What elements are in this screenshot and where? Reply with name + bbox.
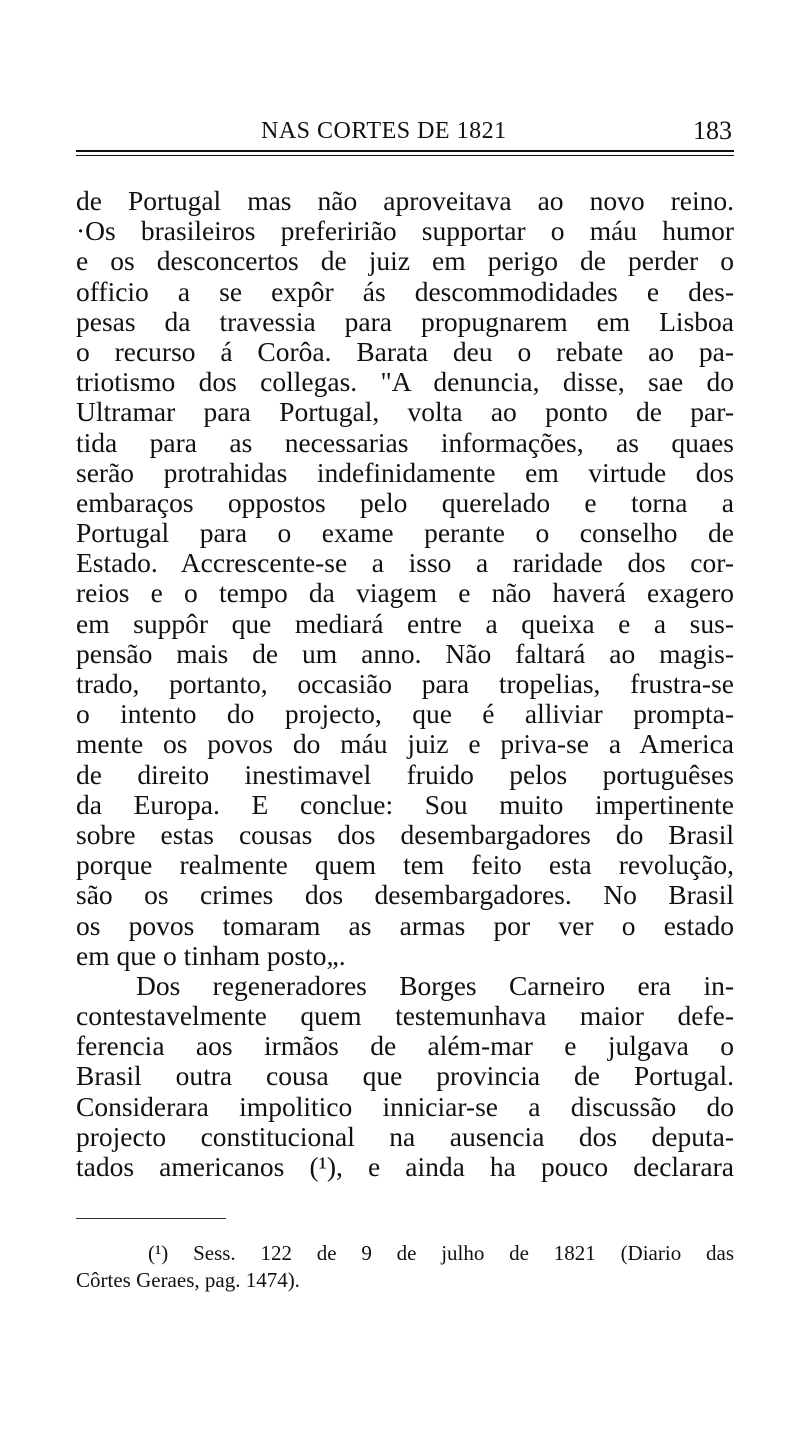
body-line: contestavelmente quem testemunhava maior defe- xyxy=(76,1000,734,1032)
body-line: o recurso á Corôa. Barata deu o rebate ao pa- xyxy=(76,335,734,367)
body-line: Brasil outra cousa que provincia de Portugal. xyxy=(76,1060,734,1092)
body-line: trado, portanto, occasião para tropelias, frustra-se xyxy=(76,668,734,699)
body-line: tados americanos (¹), e ainda ha pouco declarara xyxy=(76,1151,734,1182)
body-line: em suppôr que mediará entre a queixa e a sus- xyxy=(76,607,734,639)
body-line: serão protrahidas indefinidamente em virtude dos xyxy=(76,456,734,488)
body-line: tida para as necessarias informações, as quaes xyxy=(76,426,734,458)
body-line: e os desconcertos de juiz em perigo de perder o xyxy=(76,245,734,277)
running-title: NAS CORTES DE 1821 xyxy=(261,118,507,144)
footnote-line: (¹) Sess. 122 de 9 de julho de 1821 (Diario das xyxy=(148,1241,734,1265)
body-line: Considerara impolitico inniciar-se a discussão do xyxy=(76,1090,734,1122)
header-rule-thick xyxy=(76,150,734,152)
body-line: Estado. Accrescente-se a isso a raridade dos cor- xyxy=(76,547,734,579)
body-line: ferencia aos irmãos de além-mar e julgava o xyxy=(76,1030,734,1062)
body-line: sobre estas cousas dos desembargadores do Brasil xyxy=(76,818,734,850)
body-text xyxy=(76,186,734,1182)
body-line: em que o tinham posto„. xyxy=(76,939,346,971)
running-head xyxy=(76,112,734,146)
body-line: porque realmente quem tem feito esta revolução, xyxy=(76,849,734,881)
body-line: os povos tomaram as armas por ver o estado xyxy=(76,909,734,941)
body-line: de Portugal mas não aproveitava ao novo reino. xyxy=(76,185,734,216)
body-line: reios e o tempo da viagem e não haverá exagero xyxy=(76,577,734,609)
body-line: pesas da travessia para propugnarem em Lisboa xyxy=(76,305,734,337)
body-line: Dos regeneradores Borges Carneiro era in- xyxy=(136,969,734,1001)
body-line: da Europa. E conclue: Sou muito impertinente xyxy=(76,788,734,820)
header-rule-thin xyxy=(76,155,734,156)
body-line: são os crimes dos desembargadores. No Brasil xyxy=(76,879,734,911)
body-line: projecto constitucional na ausencia dos deputa- xyxy=(76,1120,734,1152)
footnotes xyxy=(76,1240,734,1294)
footnote-line: Côrtes Geraes, pag. 1474). xyxy=(76,1268,300,1292)
body-line: pensão mais de um anno. Não faltará ao magis- xyxy=(76,637,734,669)
body-line: mente os povos do máu juiz e priva-se a America xyxy=(76,728,734,760)
body-line: Ultramar para Portugal, volta ao ponto de par- xyxy=(76,396,734,428)
body-line: de direito inestimavel fruido pelos portuguêses xyxy=(76,758,734,790)
body-line: embaraços oppostos pelo querelado e torna a xyxy=(76,486,734,518)
footnote-rule xyxy=(76,1218,226,1219)
page-number: 183 xyxy=(693,116,732,145)
body-line: Portugal para o exame perante o conselho de xyxy=(76,517,734,549)
body-line: o intento do projecto, que é alliviar prompta- xyxy=(76,698,734,730)
body-line: officio a se expôr ás descommodidades e des- xyxy=(76,275,734,307)
body-line: ·Os brasileiros preferirião supportar o máu humor xyxy=(76,215,734,247)
body-line: triotismo dos collegas. "A denuncia, disse, sae do xyxy=(76,366,734,398)
